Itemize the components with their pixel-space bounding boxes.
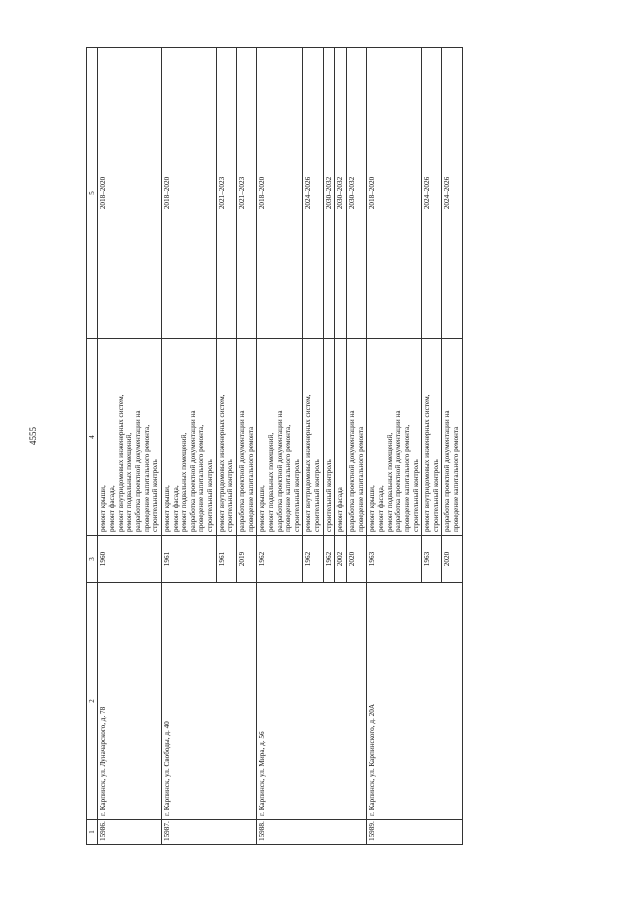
work-line: проведение капитального ремонта, bbox=[402, 424, 411, 532]
works-cell bbox=[161, 339, 216, 536]
work-line: разработка проектной документации на bbox=[443, 410, 452, 532]
year-cell: 1962 bbox=[303, 536, 323, 583]
work-line: строительный контроль bbox=[431, 459, 440, 532]
address-cell: г. Карпинск, ул. Карпинского, д. 20А bbox=[367, 583, 462, 820]
year-cell: 2020 bbox=[442, 536, 462, 583]
work-line: ремонт фасада, bbox=[171, 485, 180, 532]
period-cell: 2030–2032 bbox=[347, 48, 367, 339]
year-cell: 1960 bbox=[98, 536, 161, 583]
period-cell: 2018–2020 bbox=[161, 48, 216, 339]
work-line: разработка проектной документации на bbox=[238, 410, 246, 532]
year-cell: 1961 bbox=[161, 536, 216, 583]
row-number: 15988. bbox=[257, 820, 367, 845]
work-line: проведение капитального ремонта bbox=[246, 426, 255, 532]
table-row bbox=[161, 48, 216, 845]
header-col-1: 1 bbox=[87, 820, 98, 845]
row-number: 15989. bbox=[367, 820, 462, 845]
row-number: 15987. bbox=[161, 820, 256, 845]
works-cell bbox=[442, 339, 462, 536]
work-line: разработка проектной документации на bbox=[188, 410, 197, 532]
period-cell: 2030–2032 bbox=[323, 48, 335, 339]
work-line: проведение капитального ремонта, bbox=[197, 424, 206, 532]
period-cell: 2024–2026 bbox=[422, 48, 442, 339]
work-line: строительный контроль bbox=[292, 459, 301, 532]
header-col-3: 3 bbox=[87, 536, 98, 583]
address-cell: г. Карпинск, ул. Мира, д. 56 bbox=[257, 583, 367, 820]
year-cell: 1962 bbox=[257, 536, 303, 583]
period-cell: 2024–2026 bbox=[442, 48, 462, 339]
period-cell: 2018–2020 bbox=[367, 48, 422, 339]
table-header-row bbox=[87, 48, 98, 845]
works-cell bbox=[347, 339, 367, 536]
header-col-2: 2 bbox=[87, 583, 98, 820]
work-line: ремонт подвальных помещений, bbox=[385, 432, 394, 532]
work-line: разработка проектной документации на bbox=[394, 410, 403, 532]
work-line: разработка проектной документации на bbox=[133, 410, 142, 532]
work-line: проведение капитального ремонта bbox=[452, 426, 461, 532]
row-number: 15986. bbox=[98, 820, 161, 845]
header-col-5: 5 bbox=[87, 48, 98, 339]
works-cell bbox=[303, 339, 323, 536]
work-line: строительный контроль bbox=[313, 459, 322, 532]
work-line: ремонт крыши, bbox=[258, 485, 267, 532]
work-line: ремонт внутридомовых инженерных систем, bbox=[217, 394, 226, 532]
work-line: строительный контроль bbox=[226, 459, 235, 532]
period-cell: 2021–2023 bbox=[216, 48, 236, 339]
work-line: ремонт фасада, bbox=[108, 485, 117, 532]
period-cell: 2018–2020 bbox=[98, 48, 161, 339]
period-cell: 2030–2032 bbox=[335, 48, 347, 339]
works-cell bbox=[237, 339, 257, 536]
work-line: проведение капитального ремонта, bbox=[284, 424, 293, 532]
year-cell: 1963 bbox=[422, 536, 442, 583]
work-line: строительный контроль bbox=[411, 459, 420, 532]
period-cell: 2018–2020 bbox=[257, 48, 303, 339]
period-cell: 2021–2023 bbox=[237, 48, 257, 339]
work-line: разработка проектной документации на bbox=[348, 410, 357, 532]
work-line: ремонт внутридомовых инженерных систем, bbox=[423, 394, 432, 532]
page-number: 4555 bbox=[28, 427, 38, 445]
work-line: ремонт внутридомовых инженерных систем, bbox=[304, 394, 313, 532]
year-cell: 2020 bbox=[347, 536, 367, 583]
work-line: ремонт фасада bbox=[336, 487, 345, 532]
table-body bbox=[98, 48, 462, 845]
period-cell: 2024–2026 bbox=[303, 48, 323, 339]
rotated-table-container bbox=[86, 83, 577, 845]
works-cell bbox=[335, 339, 347, 536]
works-cell bbox=[323, 339, 335, 536]
year-cell: 2002 bbox=[335, 536, 347, 583]
works-cell bbox=[367, 339, 422, 536]
year-cell: 1961 bbox=[216, 536, 236, 583]
work-line: ремонт подвальных помещений, bbox=[125, 432, 134, 532]
table-row bbox=[257, 48, 303, 845]
work-line: строительный контроль bbox=[151, 459, 160, 532]
address-cell: г. Карпинск, ул. Свободы, д. 40 bbox=[161, 583, 256, 820]
works-cell bbox=[422, 339, 442, 536]
work-line: ремонт внутридомовых инженерных систем, bbox=[116, 394, 125, 532]
work-line: ремонт крыши, bbox=[99, 485, 108, 532]
work-line: строительный контроль bbox=[206, 459, 215, 532]
work-line: ремонт крыши, bbox=[368, 485, 377, 532]
work-line: проведение капитального ремонта bbox=[356, 426, 365, 532]
work-line: проведение капитального ремонта, bbox=[142, 424, 151, 532]
works-cell bbox=[98, 339, 161, 536]
year-cell: 1963 bbox=[367, 536, 422, 583]
work-line: ремонт крыши, bbox=[162, 485, 171, 532]
works-cell bbox=[257, 339, 303, 536]
repair-schedule-table bbox=[86, 47, 463, 845]
work-line: разработка проектной документации на bbox=[275, 410, 284, 532]
table-row bbox=[98, 48, 161, 845]
address-cell: г. Карпинск, ул. Луначарского, д. 78 bbox=[98, 583, 161, 820]
work-line: ремонт фасада, bbox=[376, 485, 385, 532]
works-cell bbox=[216, 339, 236, 536]
year-cell: 2019 bbox=[237, 536, 257, 583]
header-col-4: 4 bbox=[87, 339, 98, 536]
work-line: ремонт подвальных помещений, bbox=[266, 432, 275, 532]
year-cell: 1962 bbox=[323, 536, 335, 583]
table-row bbox=[367, 48, 422, 845]
work-line: строительный контроль bbox=[324, 459, 333, 532]
work-line: ремонт подвальных помещений, bbox=[180, 432, 189, 532]
